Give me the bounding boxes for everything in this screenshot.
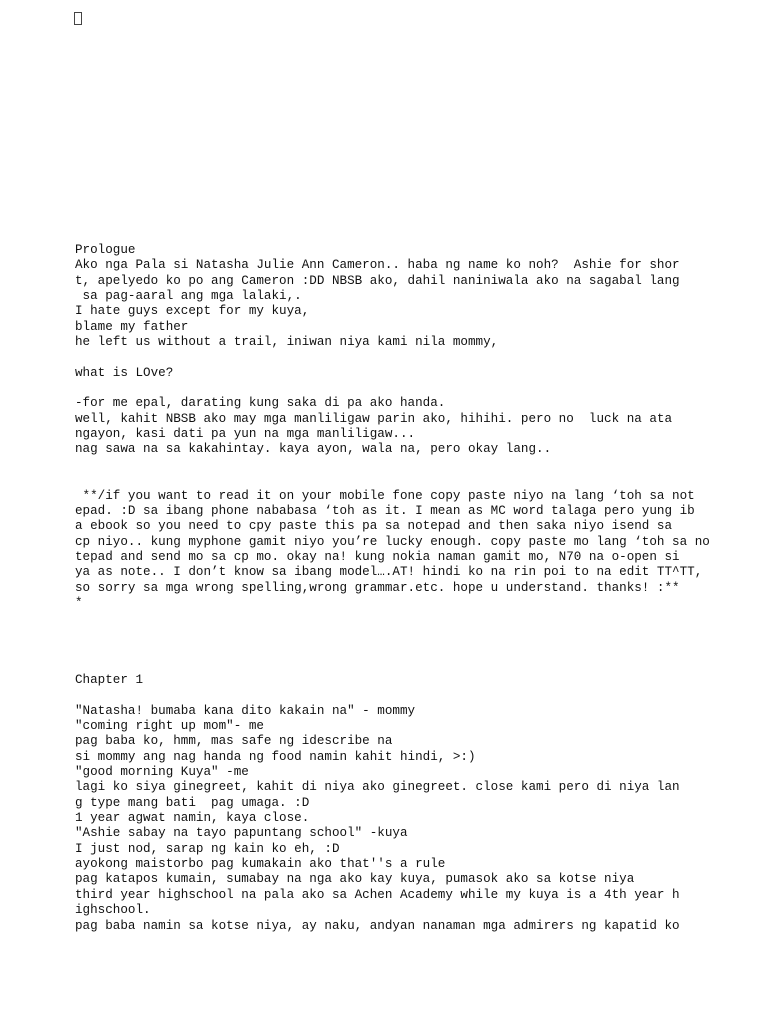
chapter-line: lagi ko siya ginegreet, kahit di niya ako ginegreet. close kami pero di niya lan [75,780,680,795]
prologue-line: blame my father [75,319,189,334]
prologue-line: **/if you want to read it on your mobile fone copy paste niyo na lang ‘toh sa not [75,488,695,503]
chapter-line: I just nod, sarap ng kain ko eh, :D [75,841,340,856]
chapter-line [75,688,680,703]
prologue-line: Prologue [75,243,136,257]
chapter-line: "Ashie sabay na tayo papuntang school" -kuya [75,826,408,841]
chapter-line: "coming right up mom"- me [75,719,264,734]
prologue-line [75,473,710,488]
prologue-line: * [75,595,83,610]
chapter-line: "Natasha! bumaba kana dito kakain na" - mommy [75,703,416,718]
prologue-line: what is LOve? [75,365,174,380]
prologue-line: -for me epal, darating kung saka di pa ako handa. [75,396,446,411]
chapter-line: "good morning Kuya" -me [75,765,249,780]
prologue-line: well, kahit NBSB ako may mga manliligaw parin ako, hihihi. pero no luck na ata [75,411,673,426]
prologue-line [75,350,710,365]
prologue-line: so sorry sa mga wrong spelling,wrong grammar.etc. hope u understand. thanks! :** [75,580,680,595]
prologue-line: ya as note.. I don’t know sa ibang model….AT! hindi ko na rin poi to na edit TT^TT, [75,565,703,580]
prologue-line [75,381,710,396]
chapter-line: g type mang bati pag umaga. :D [75,795,310,810]
chapter-line: ighschool. [75,903,151,918]
prologue-line: Ako nga Pala si Natasha Julie Ann Cameron.. haba ng name ko noh? Ashie for shor [75,258,680,273]
chapter-1-section [75,673,680,934]
prologue-line: he left us without a trail, iniwan niya kami nila mommy, [75,335,499,350]
prologue-line: a ebook so you need to cpy paste this pa sa notepad and then saka niyo isend sa [75,519,673,534]
chapter-line: pag katapos kumain, sumabay na nga ako kay kuya, pumasok ako sa kotse niya [75,872,635,887]
prologue-line: I hate guys except for my kuya, [75,304,310,319]
prologue-section [75,243,710,611]
prologue-line: epad. :D sa ibang phone nababasa ‘toh as it. I mean as MC word talaga pero yung ib [75,503,695,518]
chapter-line: ayokong maistorbo pag kumakain ako that''s a rule [75,857,446,872]
missing-character-icon [74,12,82,25]
prologue-line: nag sawa na sa kakahintay. kaya ayon, wala na, pero okay lang.. [75,442,552,457]
chapter-line: third year highschool na pala ako sa Achen Academy while my kuya is a 4th year h [75,887,680,902]
prologue-line: t, apelyedo ko po ang Cameron :DD NBSB ako, dahil naniniwala ako na sagabal lang [75,273,680,288]
chapter-line: si mommy ang nag handa ng food namin kahit hindi, >:) [75,749,476,764]
prologue-line [75,458,710,473]
chapter-line: Chapter 1 [75,673,144,687]
prologue-line: tepad and send mo sa cp mo. okay na! kung nokia naman gamit mo, N70 na o-open si [75,549,680,564]
chapter-line: 1 year agwat namin, kaya close. [75,811,310,826]
chapter-line: pag baba namin sa kotse niya, ay naku, andyan nanaman mga admirers ng kapatid ko [75,918,680,933]
prologue-line: cp niyo.. kung myphone gamit niyo you’re lucky enough. copy paste mo lang ‘toh sa no [75,534,710,549]
prologue-line: ngayon, kasi dati pa yun na mga manliligaw... [75,427,416,442]
chapter-line: pag baba ko, hmm, mas safe ng idescribe na [75,734,393,749]
prologue-line: sa pag-aaral ang mga lalaki,. [75,289,302,304]
